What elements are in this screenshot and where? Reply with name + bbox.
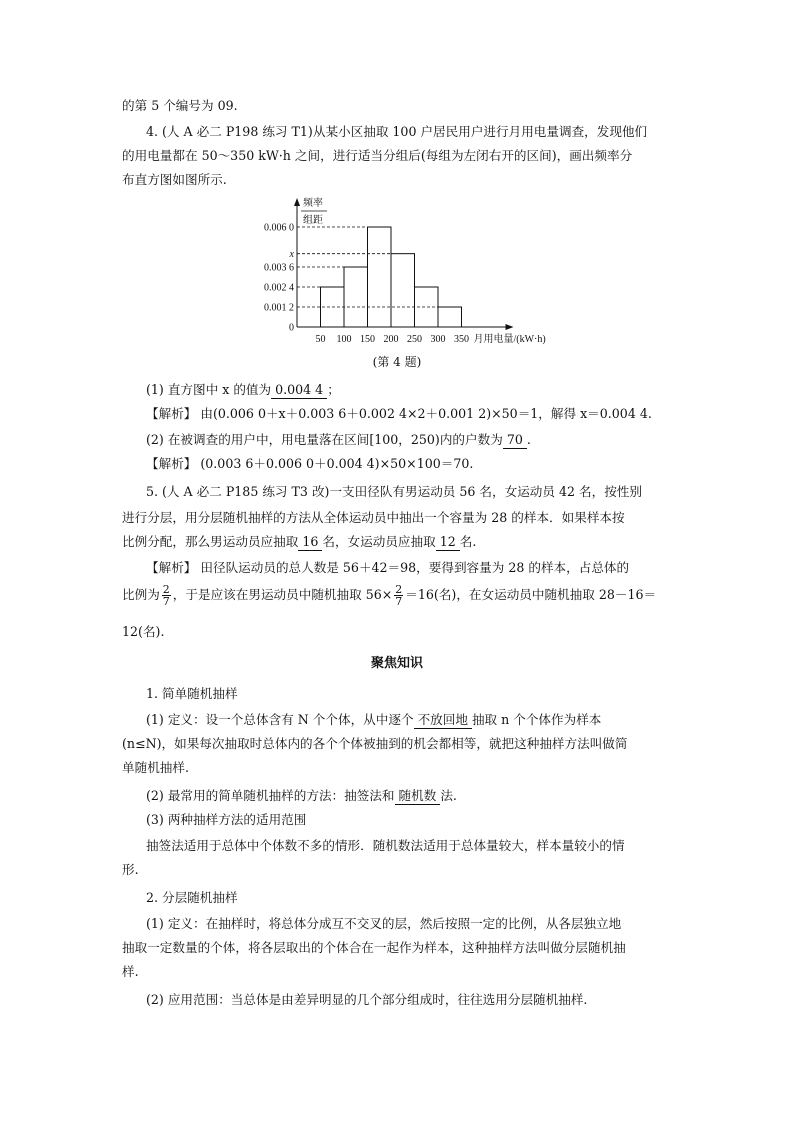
knowledge-2-definition-line-1: (1) 定义：在抽样时，将总体分成互不交叉的层，然后按照一定的比例，从各层独立地 <box>146 916 622 931</box>
y-axis-label-top: 频率 <box>303 198 323 209</box>
x-tick-label: 300 <box>430 334 446 345</box>
y-tick-label: x <box>289 249 294 261</box>
fraction-numerator: 2 <box>162 583 170 596</box>
knowledge-1-range-line-2: 形. <box>122 862 139 877</box>
methods-text-b: 法. <box>440 788 457 803</box>
y-tick-label: 0.006 0 <box>264 222 294 234</box>
figure-caption: (第 4 题) <box>372 355 422 369</box>
part-1-answer: 0.004 4 <box>271 382 327 399</box>
x-tick-label: 50 <box>315 334 326 345</box>
q5-text-c: 名. <box>459 534 477 549</box>
part-2-solution: 【解析】 (0.003 6＋0.006 0＋0.004 4)×50×100＝70. <box>146 456 474 471</box>
x-tick-label: 100 <box>336 334 352 345</box>
definition-text-a: (1) 定义：设一个总体含有 N 个个体，从中逐个 <box>146 712 414 727</box>
question-5-line-3 <box>122 532 476 552</box>
knowledge-1-definition-line-3: 单随机抽样. <box>122 760 189 775</box>
section-title: 聚焦知识 <box>370 656 423 671</box>
question-4-part-1 <box>146 380 340 400</box>
x-tick-label: 350 <box>454 334 469 345</box>
knowledge-2-definition-line-2: 抽取一定数量的个体，将各层取出的个体合在一起作为样本，这种抽样方法叫做分层随机抽 <box>122 940 626 955</box>
q5-text-b: 名，女运动员应抽取 <box>322 534 436 549</box>
part-1-prompt: (1) 直方图中 x 的值为 <box>146 382 272 397</box>
part-2-suffix: . <box>526 432 531 447</box>
methods-text-a: (2) 最常用的简单随机抽样的方法：抽签法和 <box>146 788 395 803</box>
definition-answer: 不放回地 <box>414 712 472 729</box>
frequency-histogram <box>250 192 580 352</box>
question-4-line-2: 的用电量都在 50～350 kW·h 之间，进行适当分组后(每组为左闭右开的区间)，画出频率分 <box>122 148 633 163</box>
x-axis-arrow <box>506 324 514 330</box>
knowledge-1-range-line-1: 抽签法适用于总体中个体数不多的情形．随机数法适用于总体量较大，样本量较小的情 <box>146 838 625 853</box>
x-tick-label: 250 <box>407 334 422 345</box>
part-1-solution: 【解析】 由(0.006 0＋x＋0.003 6＋0.002 4×2＋0.001 2)×50＝1，解得 x＝0.004 4. <box>146 406 652 421</box>
definition-text-b: 抽取 n 个个体作为样本 <box>471 712 602 727</box>
question-5-solution-line-1: 【解析】 田径队运动员的总人数是 56＋42＝98，要得到容量为 28 的样本，占总体的 <box>146 560 630 575</box>
knowledge-1-title: 1. 简单随机抽样 <box>146 686 238 701</box>
knowledge-2-definition-line-3: 样. <box>122 964 139 979</box>
solution-text-c: ＝16(名)，在女运动员中随机抽取 28－16＝ <box>405 587 657 602</box>
part-2-prompt: (2) 在被调查的用户中，用电量落在区间[100，250)内的户数为 <box>146 432 503 447</box>
knowledge-1-methods <box>146 786 457 806</box>
question-4-line-1: 4. (人 A 必二 P198 练习 T1)从某小区抽取 100 户居民用户进行月用电量调查，发现他们 <box>146 124 648 139</box>
fraction-numerator: 2 <box>395 583 403 596</box>
methods-answer: 随机数 <box>395 788 441 805</box>
part-2-answer: 70 <box>503 432 527 449</box>
question-5-solution-line-2 <box>122 584 656 607</box>
x-axis-label: 月用电量/(kW·h) <box>473 334 546 345</box>
y-tick-label: 0.003 6 <box>264 262 294 274</box>
y-tick-label: 0 <box>289 322 294 334</box>
q5-text-a: 比例分配，那么男运动员应抽取 <box>122 534 299 549</box>
y-tick-label: 0.001 2 <box>264 302 294 314</box>
question-5-solution-line-3: 12(名). <box>122 624 165 639</box>
solution-text-a: 比例为 <box>122 587 160 602</box>
histogram-bar <box>344 267 368 327</box>
fraction <box>162 584 171 607</box>
knowledge-1-range-title: (3) 两种抽样方法的适用范围 <box>146 812 307 827</box>
text-line: 的第 5 个编号为 09. <box>122 98 238 113</box>
question-4-part-2 <box>146 430 531 450</box>
histogram-bar <box>391 254 415 327</box>
question-5-line-1: 5. (人 A 必二 P185 练习 T3 改)一支田径队有男运动员 56 名，女运动员 42 名，按性别 <box>146 484 642 499</box>
question-4-line-3: 布直方图如图所示. <box>122 172 227 187</box>
x-tick-label: 200 <box>383 334 399 345</box>
part-1-suffix: ； <box>327 382 340 397</box>
knowledge-2-title: 2. 分层随机抽样 <box>146 890 238 905</box>
y-axis-label-bottom: 组距 <box>303 215 323 226</box>
x-tick-label: 150 <box>360 334 375 345</box>
question-5-line-2: 进行分层，用分层随机抽样的方法从全体运动员中抽出一个容量为 28 的样本．如果样本按 <box>122 510 625 525</box>
y-axis-arrow <box>294 198 300 206</box>
fraction-denominator: 7 <box>162 595 170 608</box>
histogram-bar <box>438 307 462 327</box>
fraction-denominator: 7 <box>395 595 403 608</box>
y-tick-label: 0.002 4 <box>264 282 294 294</box>
male-count-answer: 16 <box>298 534 322 551</box>
female-count-answer: 12 <box>436 534 460 551</box>
histogram-bar <box>368 227 392 327</box>
knowledge-2-application: (2) 应用范围：当总体是由差异明显的几个部分组成时，往往选用分层随机抽样. <box>146 992 588 1007</box>
knowledge-1-definition-line-1 <box>146 710 601 730</box>
knowledge-1-definition-line-2: (n≤N)，如果每次抽取时总体内的各个个体被抽到的机会都相等，就把这种抽样方法叫做简 <box>122 736 628 751</box>
fraction <box>394 584 403 607</box>
solution-text-b: ，于是应该在男运动员中随机抽取 56× <box>172 587 393 602</box>
